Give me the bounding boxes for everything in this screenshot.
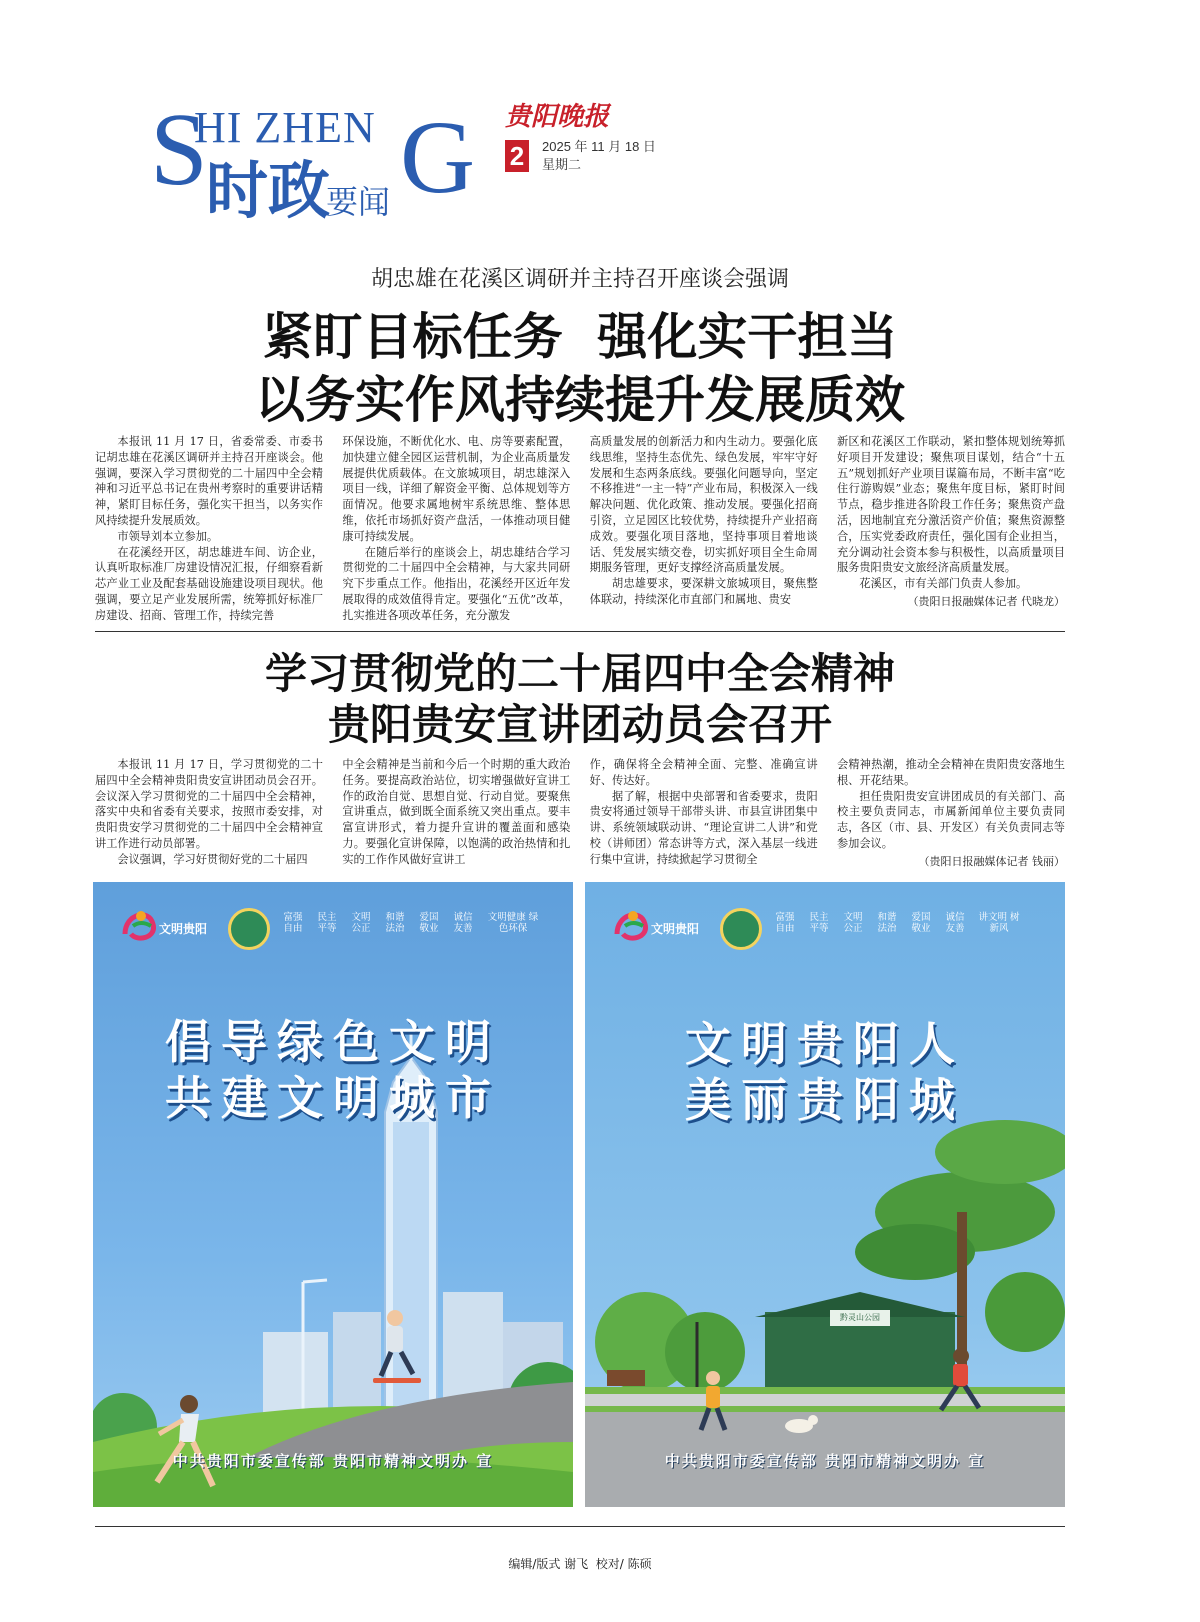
poster-green-civilization xyxy=(93,882,573,1507)
article1-headline-line1: 紧盯目标任务 强化实干担当 xyxy=(262,308,898,366)
article2-headline-line1: 学习贯彻党的二十届四中全会精神 xyxy=(264,649,895,698)
poster-left-slogan xyxy=(93,1014,573,1126)
article2-column-1 xyxy=(95,757,323,870)
paragraph: 在随后举行的座谈会上，胡忠雄结合学习贯彻党的二十届四中全会精神，与大家共同研究下步重点工作。他指出，花溪经开区近年发展取得的成效值得肯定。要强化“五优”改革，扎实推进各项改革任务，充分激发 xyxy=(342,545,571,622)
paragraph: 担任贵阳贵安宣讲团成员的有关部门、高校主要负责同志，市属新闻单位主要负责同志，各区（市、县、开发区）有关负责同志等参加会议。 xyxy=(836,789,1065,850)
core-values-grid xyxy=(281,912,541,934)
article2-column-2 xyxy=(342,757,570,870)
slogan-line-2: 美丽贵阳城 xyxy=(685,1073,965,1127)
newspaper-logo: 贵阳晚报 xyxy=(505,102,610,132)
article1-column-2 xyxy=(342,434,570,624)
poster-right-illustration xyxy=(585,882,1065,1507)
value-pair: 民主 平等 xyxy=(317,912,337,934)
poster-left-theme: 文明健康 绿色环保 xyxy=(487,912,539,934)
article2-column-3 xyxy=(590,757,818,870)
page-number: 2 xyxy=(505,140,529,172)
masthead-letter-s: S xyxy=(150,92,208,207)
article1-kicker: 胡忠雄在花溪区调研并主持召开座谈会强调 xyxy=(370,267,789,292)
paragraph: 环保设施，不断优化水、电、房等要素配置，加快建立健全园区运营机制，为企业高质量发展提供优质载体。在文旅城项目，胡忠雄深入项目一线，详细了解资金平衡、总体规划等方面情况。他要求属地树牢系统思维、整体思维，依托市场抓好资产盘活，一体推动项目健康可持续发展。 xyxy=(342,435,571,543)
slogan-line-1: 文明贵阳人 xyxy=(685,1017,965,1071)
poster-left-credit: 中共贵阳市委宣传部 贵阳市精神文明办 宣 xyxy=(172,1452,494,1470)
slogan-line-2: 共建文明城市 xyxy=(165,1071,501,1125)
paragraph: 会议强调，学习好贯彻好党的二十届四 xyxy=(117,852,308,866)
article1-headline xyxy=(0,306,1160,431)
paragraph: 在花溪经开区，胡忠雄进车间、访企业，认真听取标准厂房建设情况汇报，仔细察看新芯产业工业及配套基础设施建设项目现状。他强调，要立足产业发展所需，统筹抓好标准厂房建设、招商、管理工作，持续完善 xyxy=(95,545,323,622)
paragraph: 中全会精神是当前和今后一个时期的重大政治任务。要提高政治站位，切实增强做好宣讲工作的政治自觉、思想自觉、行动自觉。要聚焦宣讲重点，做到既全面系统又突出重点。要丰富宣讲形式，着力提升宣讲的覆盖面和感染力。要强化宣讲保障，以饱满的政治热情和扎实的工作作风做好宣讲工 xyxy=(342,758,571,866)
value-pair: 富强 自由 xyxy=(775,912,795,934)
article2-headline xyxy=(0,648,1160,750)
value-pair: 民主 平等 xyxy=(809,912,829,934)
article1-column-4 xyxy=(837,434,1065,624)
paragraph: 本报讯 11 月 17 日，省委常委、市委书记胡忠雄在花溪区调研并主持召开座谈会。他强调，要深入学习贯彻党的二十届四中全会精神和习近平总书记在贵州考察时的重要讲话精神，紧盯目标任务，强化实干担当，以务实作风持续提升发展质效。 xyxy=(95,435,323,527)
weekday-text: 星期二 xyxy=(542,157,582,173)
paragraph: 据了解，根据中央部署和省委要求，贵阳贵安将通过领导干部带头讲、市县宣讲团集中讲、系统领域联动讲、“理论宣讲二人讲”和党校（讲师团）常态讲等方式，深入基层一线进行集中宣讲，持续掀起学习贯彻全 xyxy=(589,789,818,866)
value-pair: 诚信 友善 xyxy=(453,912,473,934)
article2-headline-line2: 贵阳贵安宣讲团动员会召开 xyxy=(327,700,832,750)
poster-civilized-guiyang xyxy=(585,882,1065,1507)
article1-byline: （贵阳日报融媒体记者 代晓龙） xyxy=(907,594,1065,608)
poster-left-illustration xyxy=(93,882,573,1507)
paragraph: 本报讯 11 月 17 日，学习贯彻党的二十届四中全会精神贵阳贵安宣讲团动员会召开。会议深入学习贯彻党的二十届四中全会精神，落实中央和省委有关要求，按照市委安排，对贵阳贵安学习贯彻党的二十届四中全会精神宣讲工作进行动员部署。 xyxy=(95,758,323,850)
footer-divider xyxy=(95,1526,1065,1527)
masthead xyxy=(150,92,710,240)
paragraph: 作，确保将全会精神全面、完整、准确宣讲好、传达好。 xyxy=(589,758,818,787)
article2-column-4 xyxy=(837,757,1065,870)
paragraph: 市领导刘本立参加。 xyxy=(117,529,219,543)
article1-column-1 xyxy=(95,434,323,624)
value-pair: 和谐 法治 xyxy=(877,912,897,934)
value-pair: 爱国 敬业 xyxy=(911,912,931,934)
park-sign: 黔灵山公园 xyxy=(840,1313,880,1322)
editor-credits: 编辑/版式 谢飞 校对/ 陈硕 xyxy=(508,1557,652,1571)
article1-column-3 xyxy=(590,434,818,624)
paragraph: 高质量发展的创新活力和内生动力。要强化底线思维，坚持生态优先、绿色发展，牢牢守好发展和生态两条底线。要强化问题导向，坚定不移推进“一主一特”产业布局，积极深入一线解决问题、优化政策、推动发展。要强化招商引资，立足园区比较优势，持续提升产业招商成效。要强化项目落地，坚持事项目着地谈话、凭发展实绩交卷，切实抓好项目全生命周期服务管理，更好支撑经济高质量发展。 xyxy=(589,435,818,575)
poster-right-credit: 中共贵阳市委宣传部 贵阳市精神文明办 宣 xyxy=(664,1452,986,1470)
section-divider xyxy=(95,631,1065,632)
masthead-roman: HI ZHEN xyxy=(194,103,376,152)
article2-body xyxy=(95,757,1065,870)
paragraph: 花溪区，市有关部门负责人参加。 xyxy=(859,577,1028,591)
paragraph: 胡忠雄要求，要深耕文旅城项目，聚焦整体联动，持续深化市直部门和属地、贵安 xyxy=(589,577,818,606)
core-values-grid xyxy=(773,912,1021,934)
article1-body xyxy=(95,434,1065,624)
value-pair: 爱国 敬业 xyxy=(419,912,439,934)
poster-right-brand: 文明贵阳 xyxy=(651,922,700,936)
slogan-line-1: 倡导绿色文明 xyxy=(165,1015,501,1069)
value-pair: 和谐 法治 xyxy=(385,912,405,934)
poster-left-brand: 文明贵阳 xyxy=(159,922,208,936)
article1-headline-line2: 以务实作风持续提升发展质效 xyxy=(255,370,905,429)
masthead-letter-g: G xyxy=(400,100,476,215)
subsection-title: 要闻 xyxy=(326,183,391,221)
poster-right-slogan xyxy=(585,1016,1065,1128)
section-title: 时政 xyxy=(206,154,331,227)
issue-date xyxy=(542,138,656,174)
value-pair: 文明 公正 xyxy=(843,912,863,934)
date-text: 2025 年 11 月 18 日 xyxy=(542,139,656,154)
paragraph: 新区和花溪区工作联动，紧扣整体规划统筹抓好项目开发建设；聚焦项目谋划，结合“十五五”规划抓好产业项目谋篇布局，不断丰富“吃住行游购娱”业态；聚焦年度目标，紧盯时间节点，稳步推进各阶段工作任务；聚焦资产盘活，因地制宜充分激活资产价值；聚焦资源整合，压实党委政府责任，强化国有企业担当，充分调动社会资本参与积极性，以高质量项目服务贵阳贵安文旅经济高质量发展。 xyxy=(836,435,1065,575)
paragraph: 会精神热潮，推动全会精神在贵阳贵安落地生根、开花结果。 xyxy=(836,758,1065,787)
city-emblem-icon xyxy=(228,908,270,950)
poster-right-theme: 讲文明 树新风 xyxy=(978,912,1020,934)
article2-byline: （贵阳日报融媒体记者 钱丽） xyxy=(918,854,1065,868)
value-pair: 富强 自由 xyxy=(283,912,303,934)
value-pair: 诚信 友善 xyxy=(945,912,965,934)
value-pair: 文明 公正 xyxy=(351,912,371,934)
city-emblem-icon xyxy=(720,908,762,950)
